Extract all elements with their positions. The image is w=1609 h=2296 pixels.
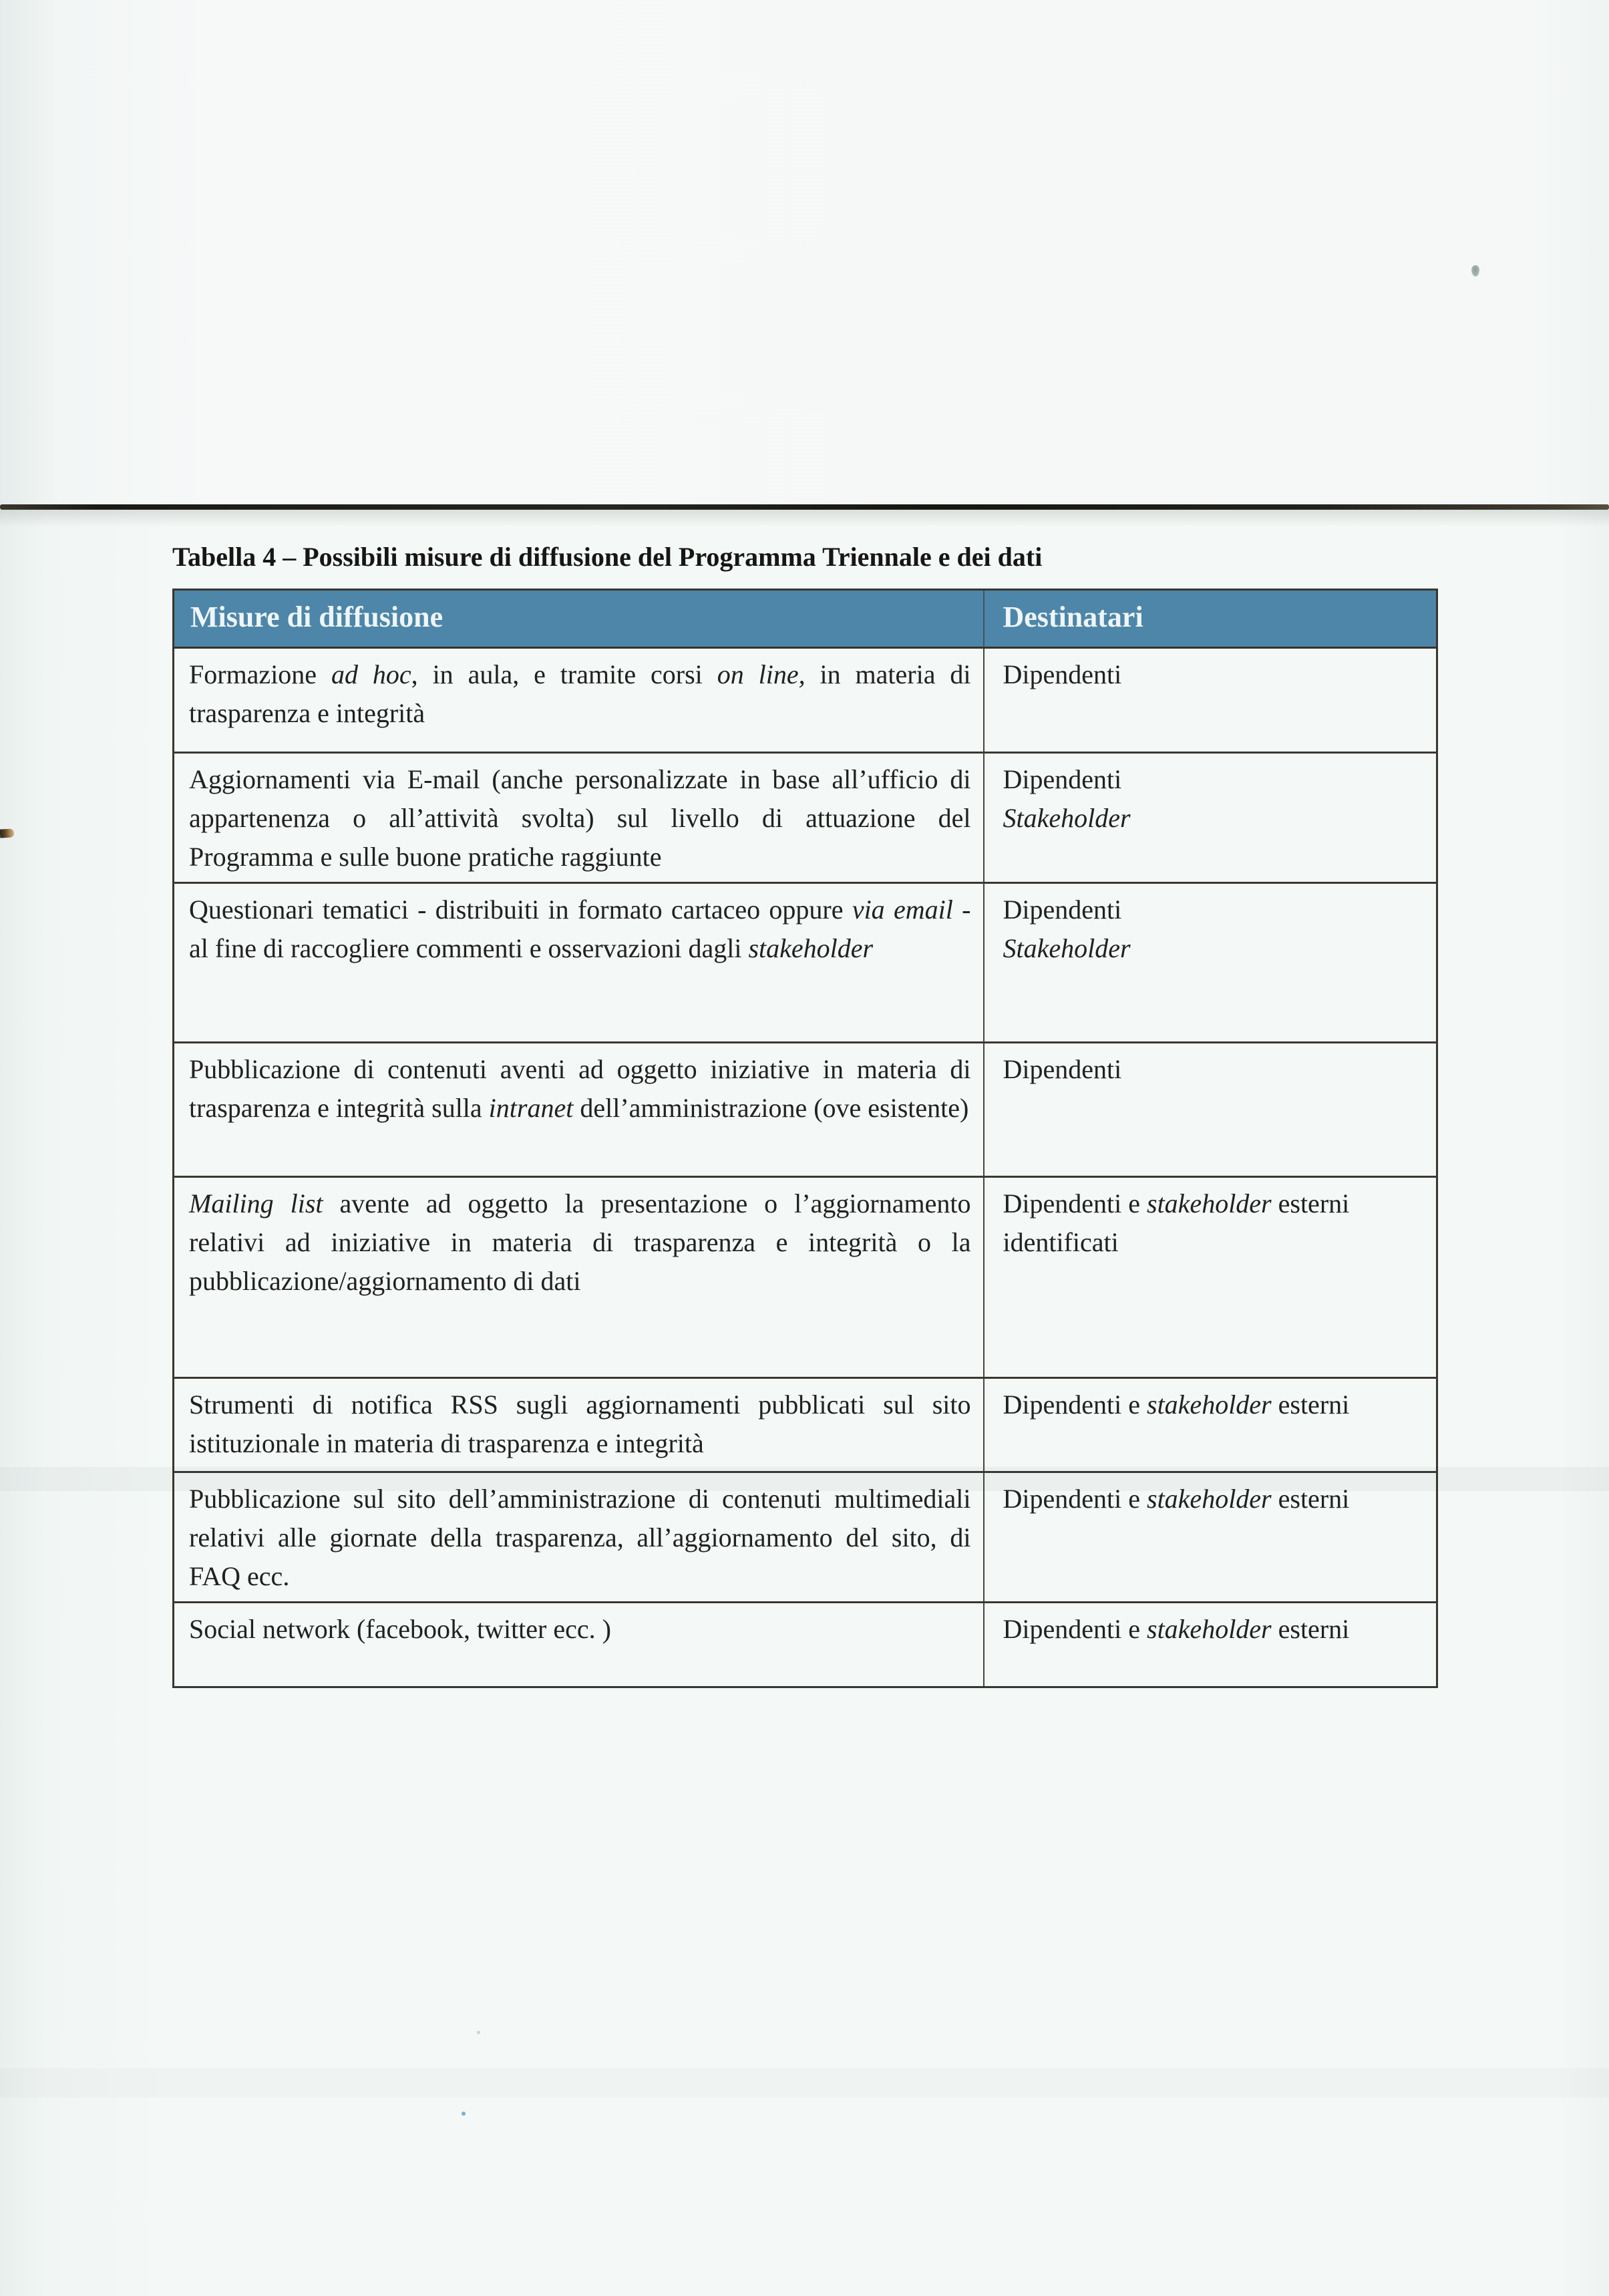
recipients-cell <box>984 648 1437 753</box>
scan-upper-sheet <box>0 0 1609 504</box>
measure-cell: Questionari tematici - distribuiti in formato cartaceo oppure via email - al fine di raccogliere commenti e osservazioni dagli stakeholder <box>174 883 984 1043</box>
measure-cell: Pubblicazione di contenuti aventi ad oggetto iniziative in materia di trasparenza e integrità sulla intranet dell’amministrazione (ove esistente) <box>174 1043 984 1177</box>
document-title: Tabella 4 – Possibili misure di diffusione del Programma Triennale e dei dati <box>172 542 1043 572</box>
recipients-cell <box>984 753 1437 883</box>
measure-cell: Aggiornamenti via E-mail (anche personalizzate in base all’ufficio di appartenenza o all’attività svolta) sul livello di attuazione del Programma e sulle buone pratiche raggiunte <box>174 753 984 883</box>
table-row <box>174 1043 1437 1177</box>
table-row <box>174 1603 1437 1687</box>
recipients-cell <box>984 1603 1437 1687</box>
table-row <box>174 753 1437 883</box>
recipients-cell <box>984 1472 1437 1603</box>
recipients-line: Dipendenti e stakeholder esterni <box>1003 1484 1350 1514</box>
recipients-cell <box>984 1378 1437 1472</box>
recipients-cell <box>984 1177 1437 1378</box>
ink-speck-blue <box>462 2112 466 2116</box>
table-row <box>174 1472 1437 1603</box>
recipients-cell <box>984 883 1437 1043</box>
recipients-line: Stakeholder <box>1003 933 1131 963</box>
table-row <box>174 1177 1437 1378</box>
scan-seam-line <box>0 504 1609 510</box>
recipients-line: Dipendenti e stakeholder esterni identificati <box>1003 1188 1350 1257</box>
table-row <box>174 883 1437 1043</box>
header-cell-recipients: Destinatari <box>984 590 1437 648</box>
scan-seam-shadow <box>0 510 1609 527</box>
recipients-line: Dipendenti <box>1003 1054 1122 1084</box>
table-body <box>174 648 1437 1687</box>
pen-mark <box>0 828 14 838</box>
recipients-line: Dipendenti e stakeholder esterni <box>1003 1389 1350 1420</box>
recipients-line: Dipendenti <box>1003 894 1122 925</box>
scan-shadow-band <box>0 2068 1609 2098</box>
measure-cell: Mailing list avente ad oggetto la presentazione o l’aggiornamento relativi ad iniziative in materia di trasparenza e integrità o la pubblicazione/aggiornamento di dati <box>174 1177 984 1378</box>
table-row <box>174 648 1437 753</box>
measure-cell: Social network (facebook, twitter ecc. ) <box>174 1603 984 1687</box>
recipients-line: Dipendenti <box>1003 659 1122 689</box>
header-cell-measures: Misure di diffusione <box>174 590 984 648</box>
measure-cell: Formazione ad hoc, in aula, e tramite corsi on line, in materia di trasparenza e integrità <box>189 659 971 728</box>
table-row <box>174 1378 1437 1472</box>
ink-speck-dot <box>477 2031 480 2034</box>
recipients-line: Dipendenti <box>1003 764 1122 794</box>
measures-table <box>172 589 1438 1688</box>
measure-cell: Strumenti di notifica RSS sugli aggiornamenti pubblicati sul sito istituzionale in materia di trasparenza e integrità <box>174 1378 984 1472</box>
measure-cell: Pubblicazione sul sito dell’amministrazione di contenuti multimediali relativi alle giornate della trasparenza, all’aggiornamento del sito, di FAQ ecc. <box>174 1472 984 1603</box>
recipients-line: Dipendenti e stakeholder esterni <box>1003 1614 1350 1644</box>
recipients-cell <box>984 1043 1437 1177</box>
table-header-row <box>174 590 1437 648</box>
recipients-line: Stakeholder <box>1003 803 1131 833</box>
